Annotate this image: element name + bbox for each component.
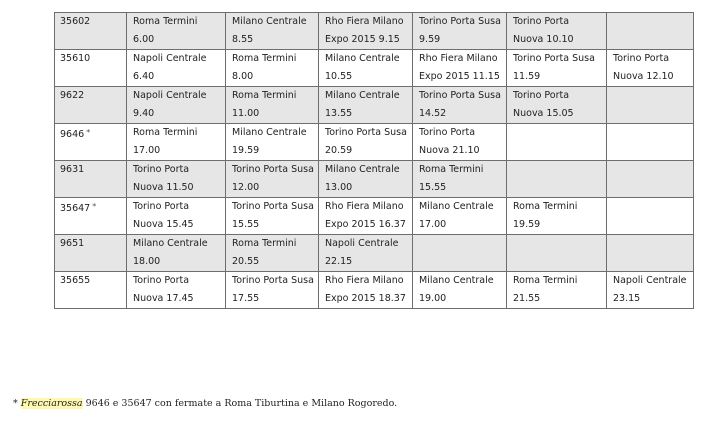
table-row bbox=[55, 13, 694, 50]
stop-text: Torino Porta Susa 14.52 bbox=[419, 90, 501, 119]
timetable bbox=[54, 12, 694, 309]
stop-cell bbox=[226, 161, 319, 198]
stop-text: Napoli Centrale 6.40 bbox=[133, 53, 207, 82]
stop-cell bbox=[226, 272, 319, 309]
stop-cell bbox=[413, 161, 507, 198]
stop-text: Roma Termini 15.55 bbox=[419, 164, 484, 193]
stop-cell bbox=[127, 13, 226, 50]
stop-cell bbox=[127, 235, 226, 272]
stop-cell bbox=[226, 13, 319, 50]
stop-cell bbox=[507, 161, 607, 198]
stop-text: Rho Fiera Milano Expo 2015 18.37 bbox=[325, 275, 406, 304]
footnote bbox=[13, 398, 397, 409]
stop-cell bbox=[607, 272, 694, 309]
stop-text: Napoli Centrale 23.15 bbox=[613, 275, 687, 304]
stop-cell bbox=[607, 13, 694, 50]
train-footnote-mark: * bbox=[92, 202, 97, 211]
train-number bbox=[55, 272, 127, 309]
stop-text: Milano Centrale 13.00 bbox=[325, 164, 400, 193]
stop-cell bbox=[507, 198, 607, 235]
stop-cell bbox=[507, 50, 607, 87]
stop-text: Milano Centrale 8.55 bbox=[232, 16, 307, 45]
stop-cell bbox=[127, 87, 226, 124]
stop-cell bbox=[319, 161, 413, 198]
stop-cell bbox=[413, 272, 507, 309]
stop-text: Milano Centrale 17.00 bbox=[419, 201, 494, 230]
stop-text: Roma Termini 8.00 bbox=[232, 53, 297, 82]
stop-cell bbox=[319, 13, 413, 50]
stop-cell bbox=[413, 50, 507, 87]
stop-cell bbox=[226, 50, 319, 87]
table-row bbox=[55, 161, 694, 198]
stop-text: Milano Centrale 19.59 bbox=[232, 127, 307, 156]
stop-cell bbox=[413, 13, 507, 50]
stop-cell bbox=[507, 124, 607, 161]
footnote-text: 9646 e 35647 con fermate a Roma Tiburtina e Milano Rogoredo. bbox=[85, 398, 398, 409]
stop-cell bbox=[319, 272, 413, 309]
stop-text: Torino Porta Nuova 17.45 bbox=[133, 275, 194, 304]
stop-text: Milano Centrale 10.55 bbox=[325, 53, 400, 82]
stop-cell bbox=[226, 235, 319, 272]
stop-text: Rho Fiera Milano Expo 2015 11.15 bbox=[419, 53, 500, 82]
stop-text: Torino Porta Nuova 11.50 bbox=[133, 164, 194, 193]
stop-text: Torino Porta Susa 12.00 bbox=[232, 164, 314, 193]
train-number bbox=[55, 124, 127, 161]
train-number bbox=[55, 198, 127, 235]
table-row bbox=[55, 124, 694, 161]
train-number-text: 9622 bbox=[60, 90, 85, 101]
train-number bbox=[55, 50, 127, 87]
stop-text: Rho Fiera Milano Expo 2015 16.37 bbox=[325, 201, 406, 230]
stop-cell bbox=[226, 198, 319, 235]
stop-text: Roma Termini 21.55 bbox=[513, 275, 578, 304]
stop-cell bbox=[319, 124, 413, 161]
train-number-text: 9651 bbox=[60, 238, 85, 249]
stop-cell bbox=[226, 87, 319, 124]
train-number bbox=[55, 13, 127, 50]
train-number bbox=[55, 161, 127, 198]
stop-text: Milano Centrale 19.00 bbox=[419, 275, 494, 304]
stop-cell bbox=[507, 87, 607, 124]
train-number-text: 35602 bbox=[60, 16, 91, 27]
stop-cell bbox=[127, 198, 226, 235]
table-row bbox=[55, 272, 694, 309]
stop-text: Torino Porta Susa 9.59 bbox=[419, 16, 501, 45]
train-number-text: 35655 bbox=[60, 275, 91, 286]
stop-text: Roma Termini 17.00 bbox=[133, 127, 198, 156]
stop-cell bbox=[507, 272, 607, 309]
stop-text: Roma Termini 6.00 bbox=[133, 16, 198, 45]
stop-cell bbox=[319, 50, 413, 87]
table-row bbox=[55, 87, 694, 124]
stop-text: Torino Porta Nuova 21.10 bbox=[419, 127, 480, 156]
table-row bbox=[55, 235, 694, 272]
stop-text: Torino Porta Susa 17.55 bbox=[232, 275, 314, 304]
stop-cell bbox=[507, 13, 607, 50]
train-footnote-mark: * bbox=[86, 128, 91, 137]
stop-text: Roma Termini 11.00 bbox=[232, 90, 297, 119]
stop-cell bbox=[127, 272, 226, 309]
train-number-text: 9646 bbox=[60, 129, 85, 140]
stop-text: Milano Centrale 13.55 bbox=[325, 90, 400, 119]
stop-text: Napoli Centrale 9.40 bbox=[133, 90, 207, 119]
train-number-text: 9631 bbox=[60, 164, 85, 175]
stop-cell bbox=[413, 87, 507, 124]
stop-cell bbox=[413, 198, 507, 235]
stop-cell bbox=[607, 161, 694, 198]
stop-cell bbox=[319, 198, 413, 235]
timetable-body bbox=[55, 13, 694, 309]
stop-cell bbox=[607, 50, 694, 87]
table-row bbox=[55, 198, 694, 235]
footnote-highlight: Frecciarossa bbox=[20, 398, 83, 409]
train-number-text: 35647 bbox=[60, 203, 91, 214]
stop-cell bbox=[607, 124, 694, 161]
stop-text: Torino Porta Susa 15.55 bbox=[232, 201, 314, 230]
stop-cell bbox=[507, 235, 607, 272]
stop-cell bbox=[413, 124, 507, 161]
train-number bbox=[55, 235, 127, 272]
stop-cell bbox=[607, 235, 694, 272]
stop-text: Torino Porta Nuova 12.10 bbox=[613, 53, 674, 82]
train-number-text: 35610 bbox=[60, 53, 91, 64]
stop-text: Torino Porta Nuova 15.45 bbox=[133, 201, 194, 230]
stop-text: Roma Termini 20.55 bbox=[232, 238, 297, 267]
stop-text: Torino Porta Susa 11.59 bbox=[513, 53, 595, 82]
stop-text: Torino Porta Nuova 10.10 bbox=[513, 16, 574, 45]
stop-cell bbox=[319, 235, 413, 272]
stop-cell bbox=[319, 87, 413, 124]
stop-text: Roma Termini 19.59 bbox=[513, 201, 578, 230]
stop-cell bbox=[607, 87, 694, 124]
stop-text: Rho Fiera Milano Expo 2015 9.15 bbox=[325, 16, 404, 45]
stop-cell bbox=[127, 50, 226, 87]
stop-cell bbox=[607, 198, 694, 235]
stop-text: Torino Porta Nuova 15.05 bbox=[513, 90, 574, 119]
stop-text: Torino Porta Susa 20.59 bbox=[325, 127, 407, 156]
stop-text: Milano Centrale 18.00 bbox=[133, 238, 208, 267]
table-row bbox=[55, 50, 694, 87]
stop-cell bbox=[127, 161, 226, 198]
stop-cell bbox=[413, 235, 507, 272]
footnote-star: * bbox=[13, 398, 18, 409]
train-number bbox=[55, 87, 127, 124]
stop-cell bbox=[226, 124, 319, 161]
stop-text: Napoli Centrale 22.15 bbox=[325, 238, 399, 267]
stop-cell bbox=[127, 124, 226, 161]
